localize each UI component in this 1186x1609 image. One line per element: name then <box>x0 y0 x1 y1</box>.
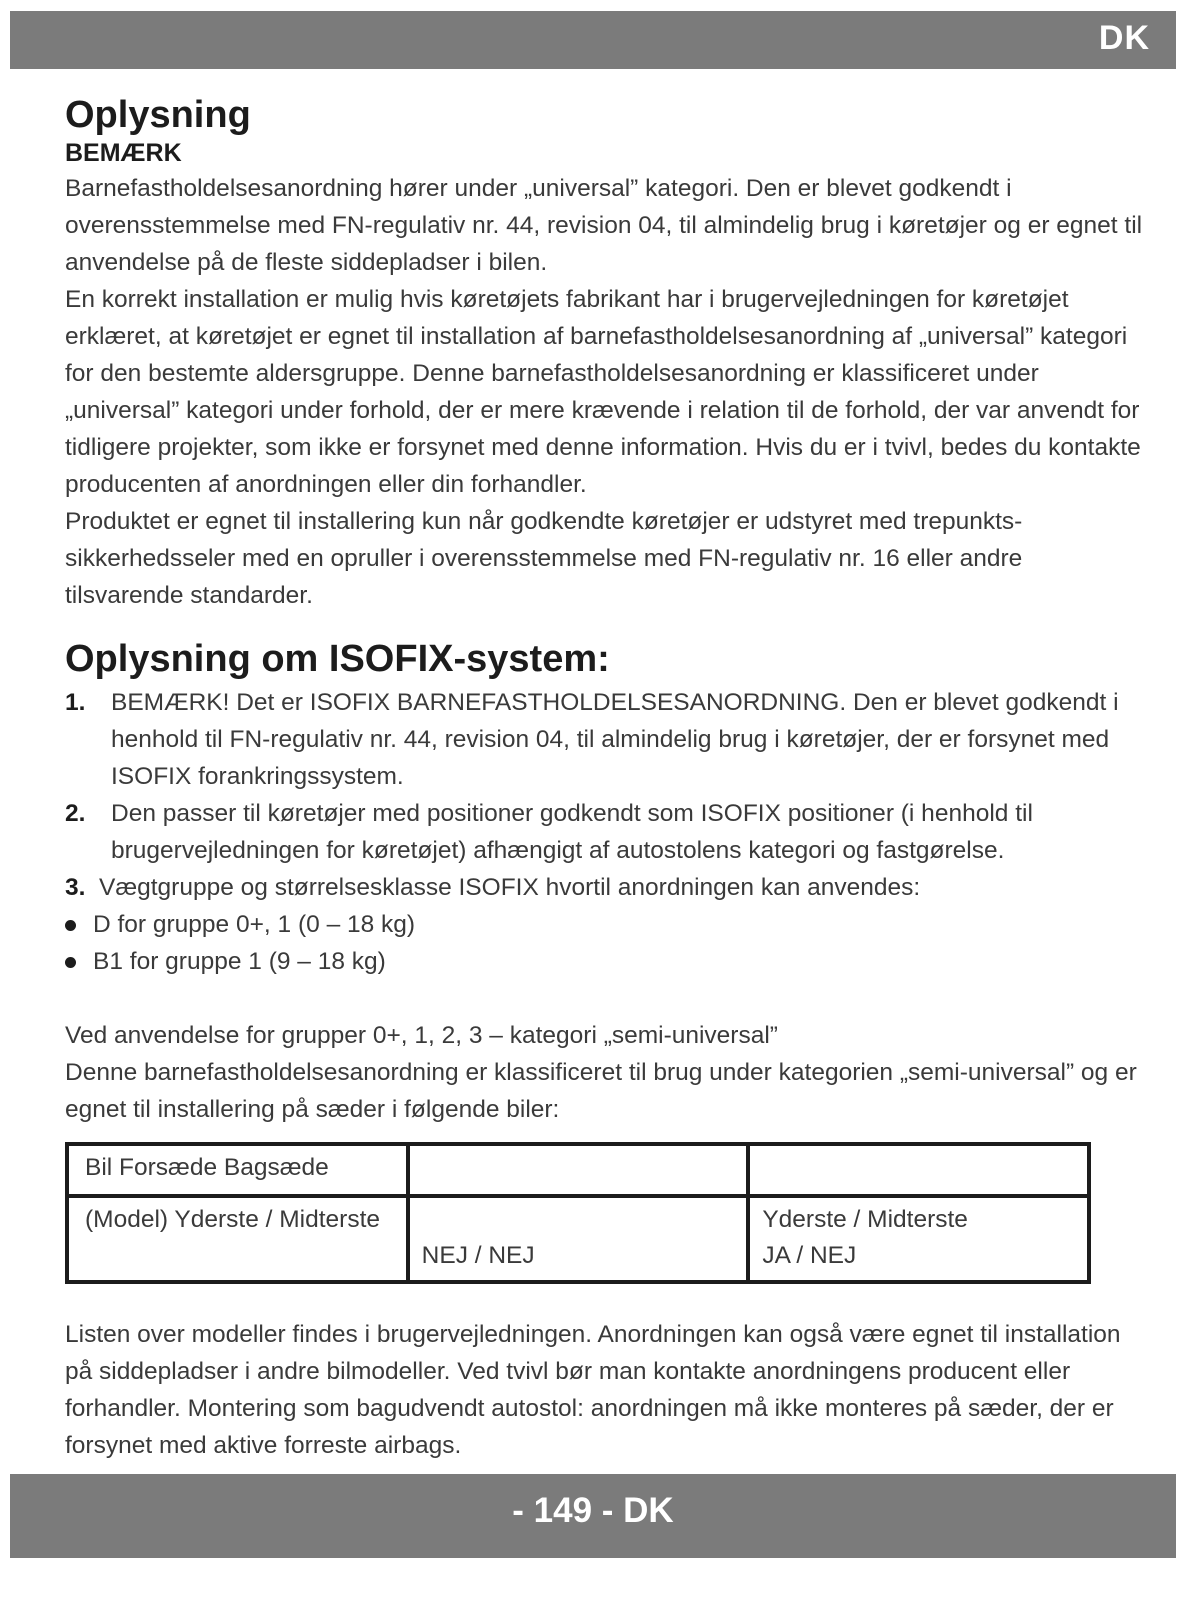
paragraph-universal-category: Barnefastholdelsesanordning hører under „universal” kategori. Den er blevet godkendt i overensstemmelse med FN-regulativ nr. 44, revision 04, til almindelig brug i køretøjer og er egnet til anvendelse på de fleste siddepladser i bilen. <box>65 175 1143 276</box>
list-number: 2. <box>65 800 86 827</box>
table-cell <box>408 1196 749 1282</box>
rear-seat-value: JA / NEJ <box>762 1242 857 1269</box>
list-item-text: BEMÆRK! Det er ISOFIX BARNEFASTHOLDELSESANORDNING. Den er blevet godkendt i henhold til FN-regulativ nr. 44, revision 04, til almindelig brug i køretøjer, der er forsynet med ISOFIX forankringssystem. <box>111 689 1119 790</box>
table-cell: Bil Forsæde Bagsæde <box>67 1144 408 1196</box>
footer-bar <box>10 1474 1176 1558</box>
bullet-icon <box>65 920 76 931</box>
weight-group-bullets <box>65 906 1145 980</box>
rear-seat-header: Yderste / Midterste <box>762 1206 968 1233</box>
table-cell <box>748 1196 1089 1282</box>
bullet-item <box>65 906 1145 943</box>
section-title-isofix: Oplysning om ISOFIX-system: <box>65 638 610 680</box>
list-item <box>65 869 1145 906</box>
bullet-text: D for gruppe 0+, 1 (0 – 18 kg) <box>93 911 416 938</box>
language-label: DK <box>1098 19 1150 57</box>
list-item <box>65 684 1145 795</box>
front-seat-value: NEJ / NEJ <box>421 1242 535 1269</box>
page-content <box>65 92 1145 1464</box>
paragraph-installation: En korrekt installation er mulig hvis køretøjets fabrikant har i brugervejledningen for køretøjet erklæret, at køretøjet er egnet til installation af barnefastholdelsesanordning af „universal” kategori for den bestemte aldersgruppe. Denne barnefastholdelsesanordning er klassificeret under „universal” kategori under forhold, der er mere krævende i relation til de forhold, der var anvendt for tidligere projekter, som ikke er forsynet med denne information. Hvis du er i tvivl, bedes du kontakte producenten af anordningen eller din forhandler. <box>65 286 1141 498</box>
list-item-text: Vægtgruppe og størrelsesklasse ISOFIX hvortil anordningen kan anvendes: <box>99 874 921 901</box>
car-compatibility-table <box>65 1142 1091 1284</box>
bullet-icon <box>65 957 76 968</box>
list-number: 3. <box>65 874 86 901</box>
isofix-numbered-list <box>65 684 1145 906</box>
list-number: 1. <box>65 689 86 716</box>
list-item-text: Den passer til køretøjer med positioner godkendt som ISOFIX positioner (i henhold til brugervejledningen for køretøjet) afhængigt af autostolens kategori og fastgørelse. <box>111 800 1033 864</box>
bullet-text: B1 for gruppe 1 (9 – 18 kg) <box>93 948 386 975</box>
section-title-oplysning: Oplysning <box>65 94 251 136</box>
table-cell <box>408 1144 749 1196</box>
header-bar <box>10 11 1176 69</box>
bullet-item <box>65 943 1145 980</box>
page-number: - 149 - DK <box>512 1491 674 1530</box>
closing-paragraph: Listen over modeller findes i brugervejledningen. Anordningen kan også være egnet til installation på siddepladser i andre bilmodeller. Ved tvivl bør man kontakte anordningens producent eller forhandler. Montering som bagudvendt autostol: anordningen må ikke monteres på sæder, der er forsynet med aktive forreste airbags. <box>65 1321 1121 1459</box>
usage-description: Denne barnefastholdelsesanordning er klassificeret til brug under kategorien „semi-universal” og er egnet til installering på sæder i følgende biler: <box>65 1059 1137 1123</box>
table-row <box>67 1196 1089 1282</box>
table-cell: (Model) Yderste / Midterste <box>67 1196 408 1282</box>
section-subtitle-bemaerk: BEMÆRK <box>65 139 182 167</box>
paragraph-seatbelt: Produktet er egnet til installering kun når godkendte køretøjer er udstyret med trepunkts-sikkerhedsseler med en opruller i overensstemmelse med FN-regulativ nr. 16 eller andre tilsvarende standarder. <box>65 508 1023 609</box>
usage-line-semi-universal: Ved anvendelse for grupper 0+, 1, 2, 3 – kategori „semi-universal” <box>65 1022 778 1049</box>
list-item <box>65 795 1145 869</box>
table-cell <box>748 1144 1089 1196</box>
table-row <box>67 1144 1089 1196</box>
